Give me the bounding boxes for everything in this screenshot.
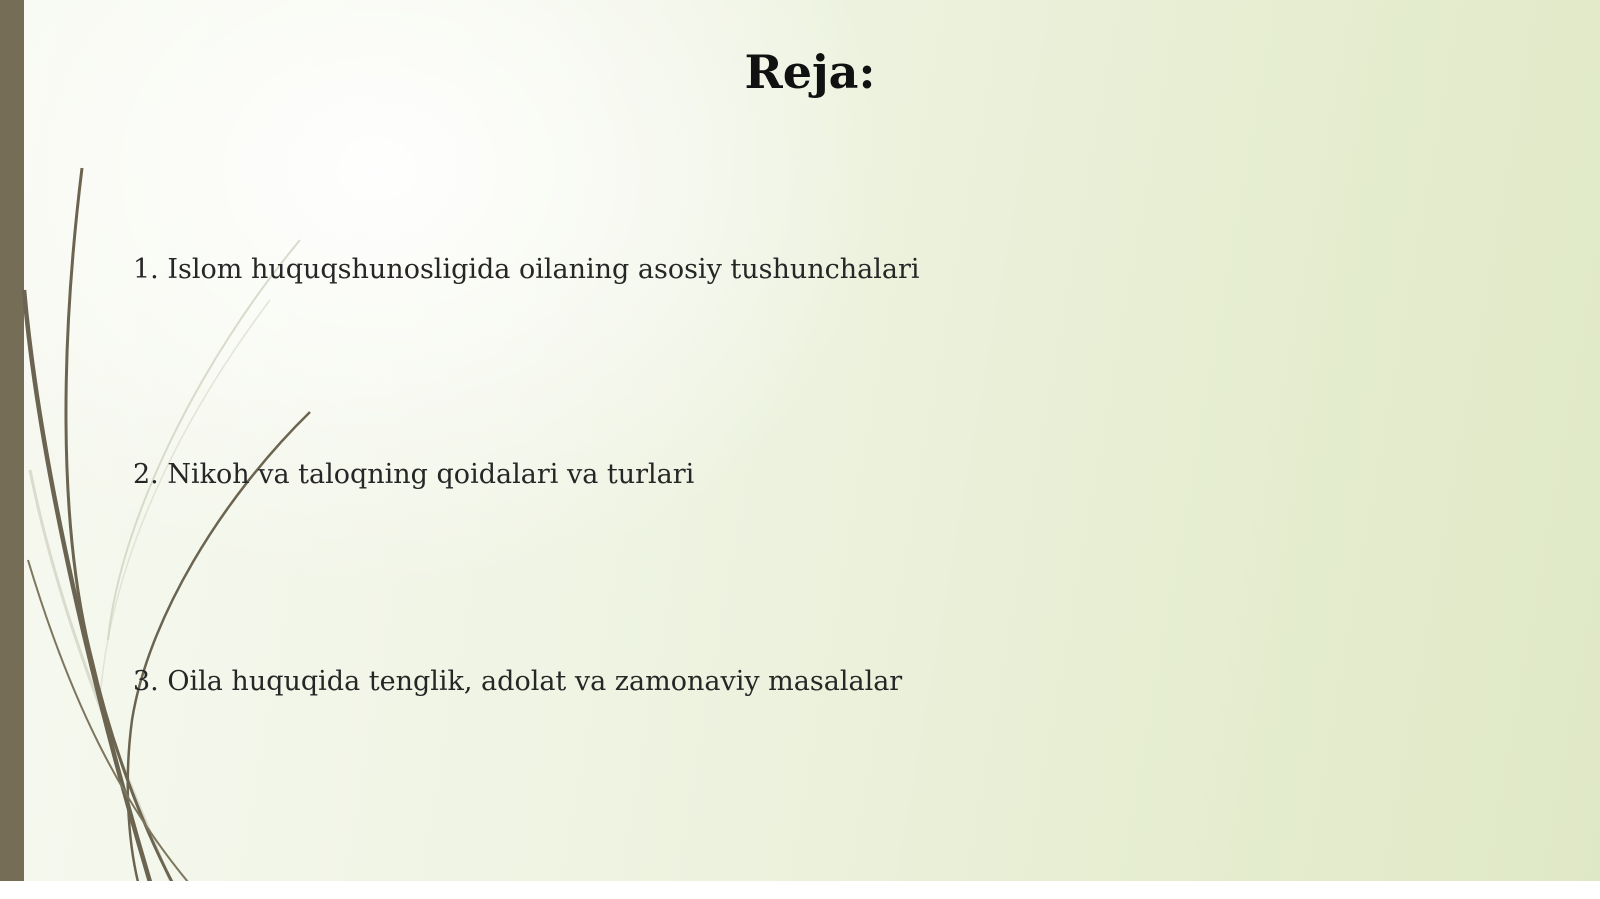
plan-item-3: 3. Oila huquqida tenglik, adolat va zamonaviy masalalar bbox=[133, 666, 903, 697]
slide-title: Reja: bbox=[744, 45, 876, 99]
bottom-edge bbox=[0, 881, 1600, 899]
plan-item-1: 1. Islom huquqshunosligida oilaning asosiy tushunchalari bbox=[133, 254, 920, 285]
plan-item-2: 2. Nikoh va taloqning qoidalari va turlari bbox=[133, 459, 695, 490]
